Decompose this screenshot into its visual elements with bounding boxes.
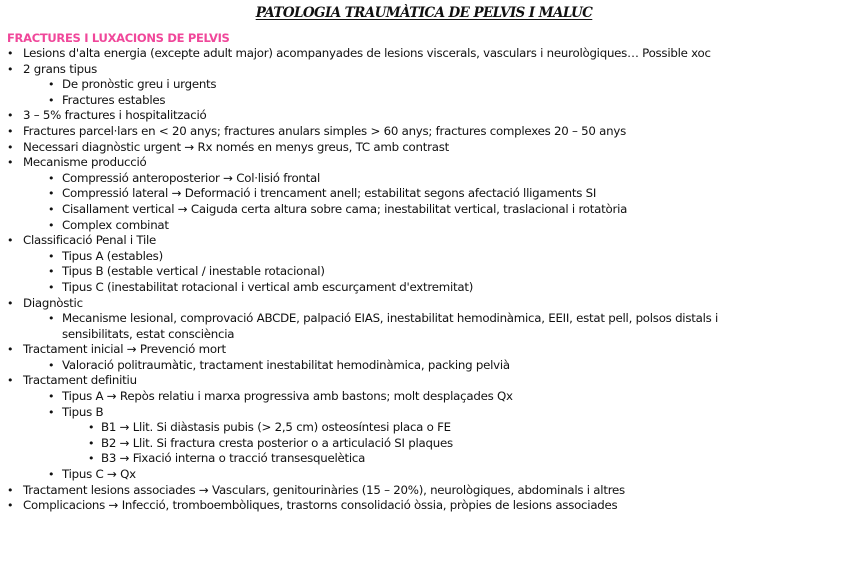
list-item-text: 2 grans tipus xyxy=(23,61,97,76)
bullet-icon: • xyxy=(88,421,95,435)
document-title: PATOLOGIA TRAUMÀTICA DE PELVIS I MALUC xyxy=(255,5,593,21)
list-item xyxy=(0,218,848,234)
list-item xyxy=(0,77,848,93)
bullet-icon: • xyxy=(48,171,55,185)
list-item-text: De pronòstic greu i urgents xyxy=(62,77,217,92)
list-item xyxy=(0,140,848,156)
list-item-text: Lesions d'alta energia (excepte adult major) acompanyades de lesions viscerals, vasculars i neurològiques… Possible xoc xyxy=(23,46,711,60)
bullet-icon: • xyxy=(7,296,14,310)
list-item xyxy=(0,389,848,405)
list-item-text: B3 → Fixació interna o tracció transesquelètica xyxy=(101,451,366,466)
bullet-icon: • xyxy=(88,436,95,450)
list-item-text: Fractures estables xyxy=(62,92,166,107)
list-item xyxy=(0,311,848,327)
bullet-icon: • xyxy=(48,405,55,419)
list-item xyxy=(0,124,848,140)
list-item xyxy=(0,373,848,389)
bullet-icon: • xyxy=(48,265,55,279)
list-item-text: B1 → Llit. Si diàstasis pubis (> 2,5 cm) osteosíntesi placa o FE xyxy=(101,420,451,435)
bullet-icon: • xyxy=(48,280,55,294)
list-item xyxy=(0,93,848,109)
list-item-text: Tipus A → Repòs relatiu i marxa progressiva amb bastons; molt desplaçades Qx xyxy=(62,389,513,404)
bullet-icon: • xyxy=(7,499,14,513)
list-item-text: Valoració politraumàtic, tractament inestabilitat hemodinàmica, packing pelvià xyxy=(62,357,510,372)
list-item xyxy=(0,62,848,78)
list-item xyxy=(0,498,848,514)
list-item-text: Classificació Penal i Tile xyxy=(23,233,157,248)
bullet-icon: • xyxy=(7,109,14,123)
list-item xyxy=(0,358,848,374)
list-item xyxy=(0,296,848,312)
list-item-text: Diagnòstic xyxy=(23,295,83,310)
bullet-icon: • xyxy=(7,343,14,357)
bullet-icon: • xyxy=(48,312,55,326)
list-item-text: B2 → Llit. Si fractura cresta posterior o a articulació SI plaques xyxy=(101,435,453,450)
bullet-icon: • xyxy=(7,483,14,497)
list-item-text: Tractament lesions associades → Vasculars, genitourinàries (15 – 20%), neurològiques, abdominals i altres xyxy=(23,482,625,497)
list-item-text: Necessari diagnòstic urgent → Rx només en menys greus, TC amb contrast xyxy=(23,139,449,154)
list-item xyxy=(0,451,848,467)
bullet-list xyxy=(0,46,848,514)
list-item xyxy=(0,342,848,358)
list-item xyxy=(0,280,848,296)
list-item xyxy=(0,171,848,187)
list-item-text: Mecanisme producció xyxy=(23,155,147,170)
list-item-text: sensibilitats, estat consciència xyxy=(62,326,235,341)
list-item xyxy=(0,46,848,62)
list-item xyxy=(0,108,848,124)
bullet-icon: • xyxy=(7,156,14,170)
list-item-text: Compressió anteroposterior → Col·lisió frontal xyxy=(62,170,321,185)
list-item-text: Tipus B (estable vertical / inestable rotacional) xyxy=(62,264,325,279)
list-item xyxy=(0,405,848,421)
bullet-icon: • xyxy=(48,468,55,482)
list-item xyxy=(0,186,848,202)
bullet-icon: • xyxy=(7,374,14,388)
bullet-icon: • xyxy=(7,62,14,76)
list-item xyxy=(0,483,848,499)
list-item xyxy=(0,155,848,171)
bullet-icon: • xyxy=(48,93,55,107)
section-title: FRACTURES I LUXACIONS DE PELVIS xyxy=(7,31,230,45)
bullet-icon: • xyxy=(48,358,55,372)
list-item xyxy=(0,327,848,343)
list-item xyxy=(0,233,848,249)
list-item xyxy=(0,436,848,452)
list-item-text: Tipus C → Qx xyxy=(62,467,136,482)
bullet-icon: • xyxy=(7,124,14,138)
list-item-text: Complicacions → Infecció, tromboembòliques, trastorns consolidació òssia, pròpies de lesions associades xyxy=(23,498,618,513)
bullet-icon: • xyxy=(7,234,14,248)
list-item-text: Tractament definitiu xyxy=(23,373,137,388)
list-item-text: Complex combinat xyxy=(62,217,169,232)
list-item-text: Compressió lateral → Deformació i trencament anell; estabilitat segons afectació lligaments SI xyxy=(62,186,597,201)
bullet-icon: • xyxy=(48,218,55,232)
list-item-text: 3 – 5% fractures i hospitalització xyxy=(23,108,207,123)
list-item-text: Cisallament vertical → Caiguda certa altura sobre cama; inestabilitat vertical, traslacional i rotatòria xyxy=(62,201,628,216)
list-item xyxy=(0,264,848,280)
bullet-icon: • xyxy=(48,78,55,92)
bullet-icon: • xyxy=(48,390,55,404)
list-item-text: Mecanisme lesional, comprovació ABCDE, palpació EIAS, inestabilitat hemodinàmica, EEII, estat pell, polsos distals i xyxy=(62,311,719,326)
list-item-text: Tipus C (inestabilitat rotacional i vertical amb escurçament d'extremitat) xyxy=(62,279,474,294)
list-item xyxy=(0,467,848,483)
list-item-text: Tipus A (estables) xyxy=(62,248,163,263)
list-item xyxy=(0,202,848,218)
list-item xyxy=(0,249,848,265)
bullet-icon: • xyxy=(7,47,14,60)
list-item-text: Tipus B xyxy=(62,404,104,419)
bullet-icon: • xyxy=(7,140,14,154)
bullet-icon: • xyxy=(48,187,55,201)
bullet-icon: • xyxy=(88,452,95,466)
bullet-icon: • xyxy=(48,249,55,263)
list-item-text: Fractures parcel·lars en < 20 anys; fractures anulars simples > 60 anys; fractures complexes 20 – 50 anys xyxy=(23,123,626,138)
list-item-text: Tractament inicial → Prevenció mort xyxy=(23,342,226,357)
list-item xyxy=(0,420,848,436)
bullet-icon: • xyxy=(48,202,55,216)
